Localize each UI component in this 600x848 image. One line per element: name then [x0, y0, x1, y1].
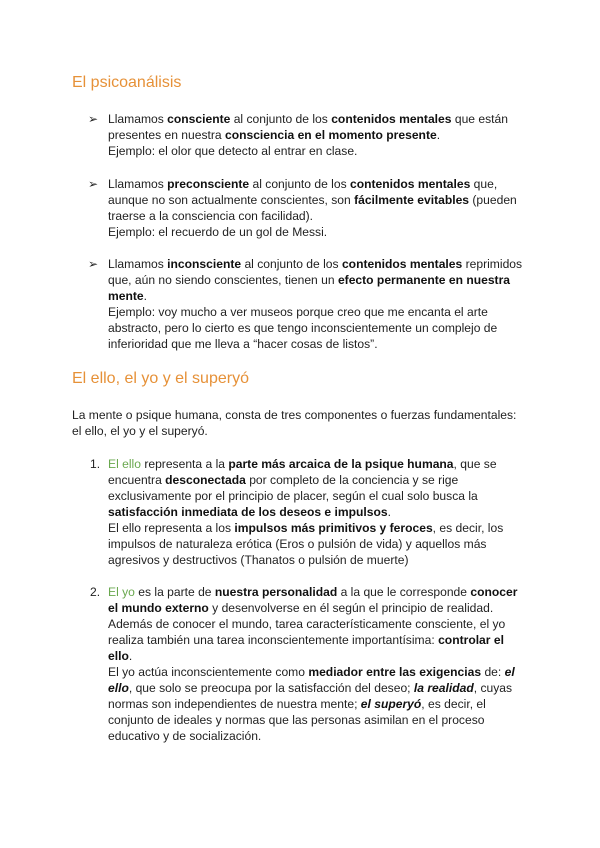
arrow-bullet-icon: ➢ [88, 112, 99, 126]
text-line [108, 288, 528, 304]
text-line [108, 127, 528, 143]
bold-term: el superyó [360, 697, 422, 711]
text-run: , cuyas [473, 681, 513, 695]
text-run: . [128, 649, 133, 663]
text-run: . [387, 505, 391, 519]
text-line [72, 407, 532, 423]
arrow-bullet-icon: ➢ [88, 257, 99, 271]
bold-term: preconsciente [167, 177, 250, 191]
text-run: que, aún no siendo conscientes, tienen un [108, 273, 338, 287]
text-run: exclusivamente por el principio de placer, según el cual solo busca la [108, 489, 478, 503]
text-line [108, 256, 528, 272]
section-title-psicoanalisis: El psicoanálisis [72, 74, 182, 91]
item-text [108, 584, 530, 744]
bullet-consciente [88, 111, 528, 159]
text-line [108, 143, 528, 159]
text-run: . [143, 289, 147, 303]
numbered-item-ello [90, 456, 530, 568]
text-run: normas son independientes de nuestra mente; [108, 697, 361, 711]
bold-term: parte más arcaica de la psique humana [228, 457, 454, 471]
text-run: (pueden [469, 193, 517, 207]
text-run: Llamamos [108, 257, 168, 271]
text-line [108, 192, 528, 208]
text-run: impulsos de naturaleza erótica (Eros o pulsión de vida) y aquellos más [108, 537, 487, 551]
bullet-text [108, 256, 528, 352]
text-run: reprimidos [462, 257, 523, 271]
text-line [108, 208, 528, 224]
highlight-term: El yo [108, 585, 135, 599]
bold-term: la realidad [413, 681, 474, 695]
text-run: que, [470, 177, 498, 191]
text-line [108, 456, 530, 472]
text-line [72, 423, 532, 439]
bold-term: ello [108, 681, 129, 695]
text-run: al conjunto de los [249, 177, 351, 191]
text-run: educativo y de socialización. [108, 729, 262, 743]
bold-term: satisfacción inmediata de los deseos e impulsos [108, 505, 388, 519]
bold-term: consciencia en el momento presente [224, 128, 437, 142]
text-line [108, 696, 530, 712]
text-line [108, 520, 530, 536]
text-line [108, 504, 530, 520]
text-run: por completo de la conciencia y se rige [245, 473, 459, 487]
text-line [108, 600, 530, 616]
bold-term: contenidos mentales [341, 257, 463, 271]
text-run: Ejemplo: el recuerdo de un gol de Messi. [108, 225, 328, 239]
text-run: Llamamos [108, 177, 168, 191]
text-run: y desenvolverse en él según el principio de realidad. [208, 601, 494, 615]
bold-term: contenidos mentales [350, 177, 471, 191]
bold-term: controlar el [438, 633, 504, 647]
bold-term: impulsos más primitivos y feroces [234, 521, 433, 535]
text-run: , es decir, el [421, 697, 486, 711]
text-line [108, 272, 528, 288]
text-run: realiza también una tarea inconscientemente importantísima: [108, 633, 439, 647]
bold-term: nuestra personalidad [214, 585, 338, 599]
intro-paragraph [72, 407, 532, 439]
item-text [108, 456, 530, 568]
text-run: , que solo se preocupa por la satisfacción del deseo; [128, 681, 414, 695]
arrow-bullet-icon: ➢ [88, 177, 99, 191]
text-line [108, 304, 528, 320]
text-run: conjunto de ideales y normas que las personas asimilan en el proceso [108, 713, 485, 727]
text-line [108, 472, 530, 488]
text-line [108, 680, 530, 696]
numbered-item-yo [90, 584, 530, 744]
text-line [108, 320, 528, 336]
text-line [108, 224, 528, 240]
bold-term: fácilmente evitables [354, 193, 470, 207]
item-number: 1. [90, 457, 101, 471]
text-run: La mente o psique humana, consta de tres componentes o fuerzas fundamentales: [72, 408, 517, 422]
text-line [108, 552, 530, 568]
text-line [108, 111, 528, 127]
text-run: El ello representa a los [108, 521, 235, 535]
text-run: . [436, 128, 441, 142]
text-line [108, 648, 530, 664]
bold-term: el [504, 665, 515, 679]
text-line [108, 488, 530, 504]
text-run: presentes en nuestra [108, 128, 225, 142]
text-run: representa a la [140, 457, 229, 471]
text-run: inferioridad que me lleva a “hacer cosas de listos”. [108, 337, 378, 351]
text-run: que están [451, 112, 508, 126]
text-run: encuentra [108, 473, 166, 487]
highlight-term: El ello [108, 457, 141, 471]
text-run: es la parte de [134, 585, 215, 599]
text-run: aunque no son actualmente conscientes, son [108, 193, 355, 207]
bullet-preconsciente [88, 176, 528, 240]
text-line [108, 616, 530, 632]
text-run: de: [481, 665, 505, 679]
text-line [108, 584, 530, 600]
text-run: Ejemplo: el olor que detecto al entrar en clase. [108, 144, 358, 158]
bold-term: consciente [167, 112, 231, 126]
bold-term: efecto permanente en nuestra [337, 273, 511, 287]
item-number: 2. [90, 585, 101, 599]
text-line [108, 712, 530, 728]
text-run: Ejemplo: voy mucho a ver museos porque creo que me encanta el arte [108, 305, 488, 319]
text-run: agresivos y destructivos (Thanatos o pulsión de muerte) [108, 553, 409, 567]
text-run: al conjunto de los [241, 257, 342, 271]
text-line [108, 536, 530, 552]
text-run: , es decir, los [432, 521, 504, 535]
text-run: traerse a la consciencia con facilidad). [108, 209, 314, 223]
text-run: abstracto, pero lo cierto es que tengo inconscientemente un complejo de [108, 321, 498, 335]
bold-term: inconsciente [167, 257, 242, 271]
bullet-text [108, 111, 528, 159]
text-line [108, 336, 528, 352]
bullet-text [108, 176, 528, 240]
text-run: Llamamos [108, 112, 168, 126]
section-title-ello-yo-superyo: El ello, el yo y el superyó [72, 370, 249, 387]
bold-term: contenidos mentales [331, 112, 452, 126]
text-line [108, 632, 530, 648]
bold-term: ello [108, 649, 129, 663]
bold-term: conocer [470, 585, 518, 599]
text-run: El yo actúa inconscientemente como [108, 665, 309, 679]
text-line [108, 728, 530, 744]
bold-term: desconectada [165, 473, 246, 487]
text-line [108, 664, 530, 680]
text-run: a la que le corresponde [337, 585, 471, 599]
bullet-inconsciente [88, 256, 528, 352]
text-run: al conjunto de los [230, 112, 332, 126]
bold-term: el mundo externo [108, 601, 209, 615]
text-run: Además de conocer el mundo, tarea característicamente consciente, el yo [108, 617, 506, 631]
bold-term: mente [108, 289, 144, 303]
bold-term: mediador entre las exigencias [308, 665, 482, 679]
text-run: , que se [453, 457, 497, 471]
text-run: el ello, el yo y el superyó. [72, 424, 208, 438]
text-line [108, 176, 528, 192]
